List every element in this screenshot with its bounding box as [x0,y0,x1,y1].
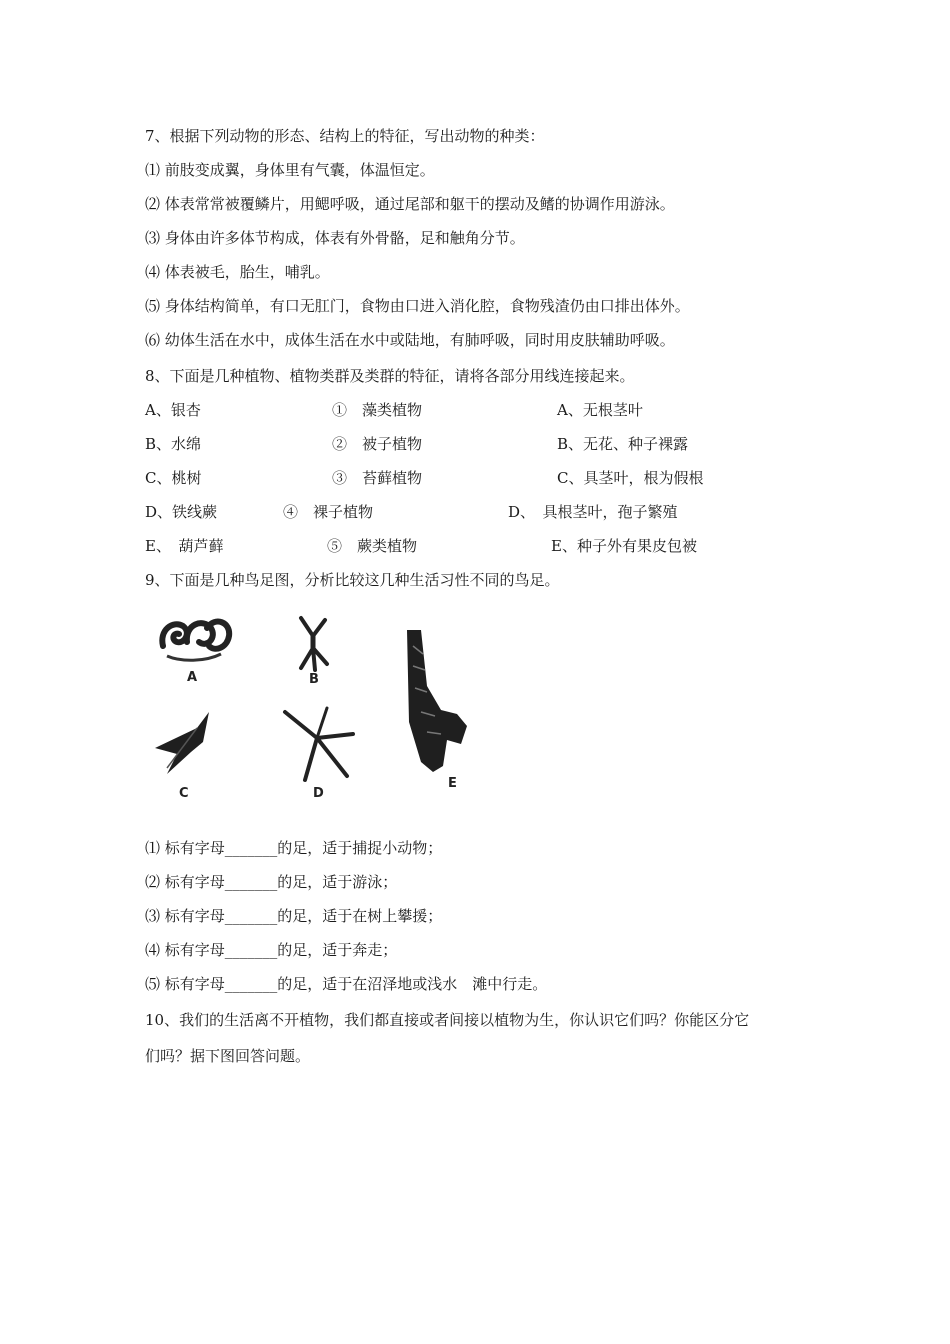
q7-item-1: ⑴ 前肢变成翼，身体里有气囊，体温恒定。 [145,161,435,179]
bird-foot-d-image [277,704,357,786]
q8-feature: C、具茎叶，根为假根 [557,469,704,487]
bird-foot-label-e: E [448,776,457,791]
bird-foot-e-image [397,626,477,778]
q8-feature: B、无花、种子裸露 [557,435,689,453]
bird-foot-label-d: D [313,786,324,801]
bird-foot-label-c: C [179,786,189,801]
q9-item-2: ⑵ 标有字母_______的足，适于游泳； [145,873,398,891]
bird-foot-label-a: A [187,670,198,685]
q8-group: ② 被子植物 [332,435,423,453]
bird-foot-label-b: B [309,672,319,687]
q9-item-1: ⑴ 标有字母_______的足，适于捕捉小动物； [145,839,443,857]
q7-item-5: ⑸ 身体结构简单，有口无肛门，食物由口进入消化腔，食物残渣仍由口排出体外。 [145,297,690,315]
q9-title: 9、下面是几种鸟足图，分析比较这几种生活习性不同的鸟足。 [145,571,560,589]
bird-feet-figure [145,606,485,806]
q8-plant: D、铁线蕨 [145,503,218,521]
q10-line-2: 们吗？据下图回答问题。 [145,1047,311,1065]
q7-item-4: ⑷ 体表被毛，胎生，哺乳。 [145,263,330,281]
q10-line-1: 10、我们的生活离不开植物，我们都直接或者间接以植物为生，你认识它们吗？你能区分它 [145,1011,750,1029]
q8-feature: D、 具根茎叶，孢子繁殖 [508,503,678,521]
q8-group: ③ 苔藓植物 [332,469,423,487]
q9-item-3: ⑶ 标有字母_______的足，适于在树上攀援； [145,907,443,925]
bird-foot-a-image [157,612,237,668]
q7-item-2: ⑵ 体表常常被覆鳞片，用鳃呼吸，通过尾部和躯干的摆动及鳍的协调作用游泳。 [145,195,675,213]
q8-plant: B、水绵 [145,435,202,453]
bird-foot-b-image [293,614,333,674]
q8-feature: A、无根茎叶 [557,401,643,419]
q7-item-3: ⑶ 身体由许多体节构成，体表有外骨骼，足和触角分节。 [145,229,525,247]
q8-group: ④ 裸子植物 [283,503,374,521]
q8-title: 8、下面是几种植物、植物类群及类群的特征，请将各部分用线连接起来。 [145,367,635,385]
q8-group: ⑤ 蕨类植物 [327,537,418,555]
q9-item-4: ⑷ 标有字母_______的足，适于奔走； [145,941,398,959]
q8-feature: E、种子外有果皮包被 [551,537,697,555]
q9-item-5: ⑸ 标有字母_______的足，适于在沼泽地或浅水 滩中行走。 [145,975,548,993]
q8-plant: A、银杏 [145,401,201,419]
q8-group: ① 藻类植物 [332,401,423,419]
q8-plant: C、桃树 [145,469,202,487]
q7-item-6: ⑹ 幼体生活在水中，成体生活在水中或陆地，有肺呼吸，同时用皮肤辅助呼吸。 [145,331,675,349]
bird-foot-c-image [147,708,219,780]
q7-title: 7、根据下列动物的形态、结构上的特征，写出动物的种类： [145,127,545,145]
q8-plant: E、 葫芦藓 [145,537,224,555]
